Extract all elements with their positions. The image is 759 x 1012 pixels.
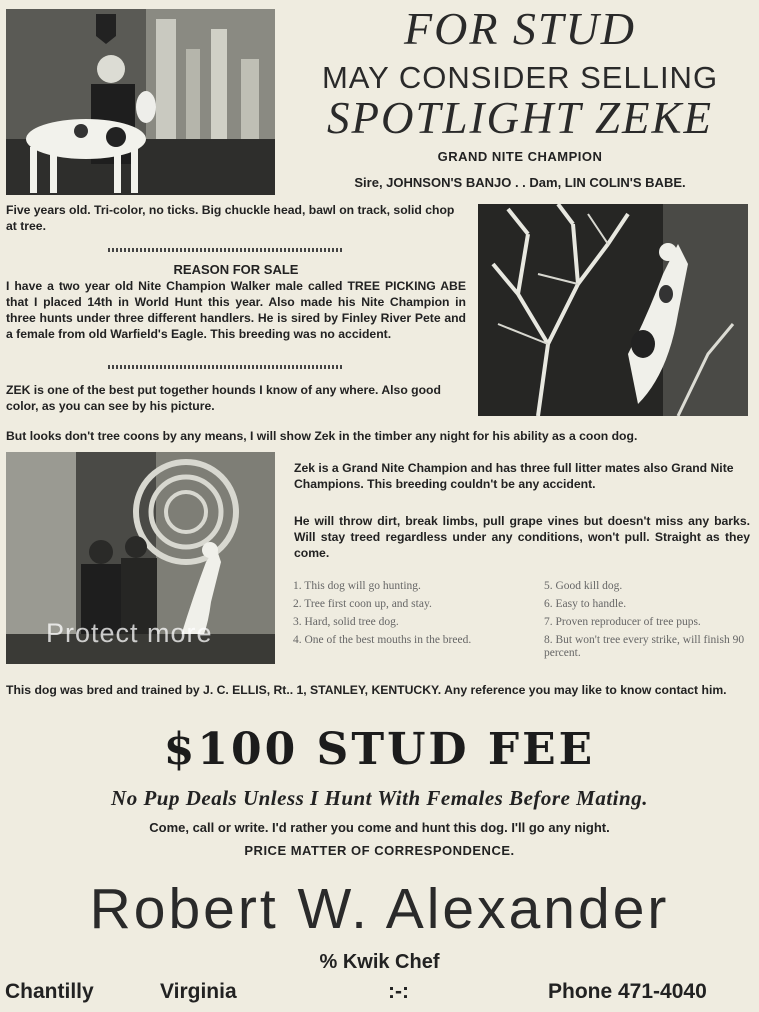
zek-paragraph: ZEK is one of the best put together hounds I know of any where. Also good color, as you can see by his picture. xyxy=(6,383,441,413)
photo-dog-in-tree-image xyxy=(478,204,748,416)
trait-item: 5. Good kill dog. xyxy=(544,580,623,592)
watermark-text: Protect more xyxy=(46,618,213,648)
reason-heading: REASON FOR SALE xyxy=(173,262,299,277)
photo-man-with-dog xyxy=(6,9,275,195)
trait-item: 3. Hard, solid tree dog. xyxy=(293,616,399,628)
reason-paragraph: I have a two year old Nite Champion Walker male called TREE PICKING ABE that I placed 14th in World Hunt this year. Also made his Nite Champion in three hunts under three different handlers. He is sired by Finley River Pete and a female from old Warfield's Eagle. This breeding was no accident. xyxy=(6,279,466,341)
header-subtitle: GRAND NITE CHAMPION xyxy=(437,149,603,164)
trait-item: 2. Tree first coon up, and stay. xyxy=(293,598,432,610)
no-pup-deals-line: No Pup Deals Unless I Hunt With Females Before Mating. xyxy=(111,786,648,810)
intro-paragraph: Five years old. Tri-color, no ticks. Big chuckle head, bawl on track, solid chop at tree. xyxy=(6,203,455,233)
state-text: Virginia xyxy=(160,980,237,1003)
trait-item: 1. This dog will go hunting. xyxy=(293,580,421,592)
grand-champion-paragraph: Zek is a Grand Nite Champion and has three full litter mates also Grand Nite Champions. This breeding couldn't be any accident. xyxy=(294,461,734,491)
divider-top xyxy=(108,248,344,252)
photo-man-with-dog-image xyxy=(6,9,275,195)
trait-item: 8. But won't tree every strike, will finish 90 percent. xyxy=(544,634,745,659)
header-dog-name: SPOTLIGHT ZEKE xyxy=(326,93,713,143)
come-call-line: Come, call or write. I'd rather you come and hunt this dog. I'll go any night. xyxy=(149,820,610,835)
bred-paragraph: This dog was bred and trained by J. C. ELLIS, Rt.. 1, STANLEY, KENTUCKY. Any reference you may like to know contact him. xyxy=(6,683,727,697)
stud-fee-heading: $100 STUD FEE xyxy=(163,724,596,775)
trait-item: 4. One of the best mouths in the breed. xyxy=(293,634,472,646)
phone-text: Phone 471-4040 xyxy=(548,980,707,1003)
trait-list-left xyxy=(293,580,503,652)
photo-men-with-dog xyxy=(6,452,275,664)
divider-bottom xyxy=(108,365,344,369)
trait-item: 6. Easy to handle. xyxy=(544,598,627,610)
trait-list-right xyxy=(544,580,752,665)
care-of-line: % Kwik Chef xyxy=(319,951,440,973)
header-sire-line: Sire, JOHNSON'S BANJO . . Dam, LIN COLIN'S BABE. xyxy=(354,175,686,190)
header-for-stud: FOR STUD xyxy=(404,3,636,54)
separator-text: :-: xyxy=(388,980,409,1003)
throw-dirt-paragraph: He will throw dirt, break limbs, pull grape vines but doesn't miss any barks. Will stay treed regardless under any conditions, won't pull. Straight as they come. xyxy=(294,514,750,560)
city-text: Chantilly xyxy=(5,980,94,1003)
trait-item: 7. Proven reproducer of tree pups. xyxy=(544,616,701,628)
owner-name: Robert W. Alexander xyxy=(89,877,670,941)
photo-dog-in-tree xyxy=(478,204,748,416)
looks-paragraph: But looks don't tree coons by any means, I will show Zek in the timber any night for his ability as a coon dog. xyxy=(6,429,638,443)
header-may-consider-selling: MAY CONSIDER SELLING xyxy=(321,60,719,95)
price-line: PRICE MATTER OF CORRESPONDENCE. xyxy=(244,843,515,858)
